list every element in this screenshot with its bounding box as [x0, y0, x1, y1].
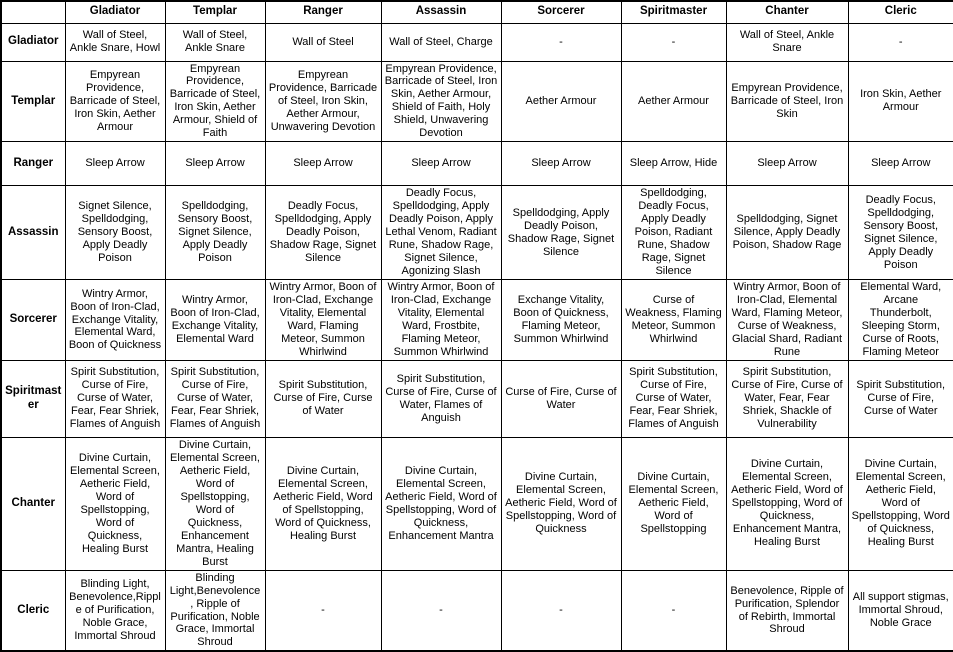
cell-assassin-vs-templar: Spelldodging, Sensory Boost, Signet Silence, Apply Deadly Poison: [165, 186, 265, 280]
cell-chanter-vs-templar: Divine Curtain, Elemental Screen, Aetheric Field, Word of Spellstopping, Word of Quickness, Enhancement Mantra, Healing Burst: [165, 437, 265, 570]
cell-chanter-vs-cleric: Divine Curtain, Elemental Screen, Aetheric Field, Word of Spellstopping, Word of Quickness, Healing Burst: [848, 437, 953, 570]
row-header-sorcerer: Sorcerer: [1, 280, 65, 361]
cell-assassin-vs-ranger: Deadly Focus, Spelldodging, Apply Deadly Poison, Shadow Rage, Signet Silence: [265, 186, 381, 280]
table-row: [1, 23, 953, 61]
row-header-cleric: Cleric: [1, 570, 65, 651]
cell-ranger-vs-spiritmaster: Sleep Arrow, Hide: [621, 142, 726, 186]
cell-assassin-vs-assassin: Deadly Focus, Spelldodging, Apply Deadly Poison, Apply Lethal Venom, Radiant Rune, Shadow Rage, Signet Silence, Agonizing Slash: [381, 186, 501, 280]
cell-assassin-vs-cleric: Deadly Focus, Spelldodging, Sensory Boost, Signet Silence, Apply Deadly Poison: [848, 186, 953, 280]
cell-ranger-vs-ranger: Sleep Arrow: [265, 142, 381, 186]
col-header-sorcerer: Sorcerer: [501, 1, 621, 23]
row-header-ranger: Ranger: [1, 142, 65, 186]
cell-templar-vs-assassin: Empyrean Providence, Barricade of Steel, Iron Skin, Aether Armour, Shield of Faith, Holy Shield, Unwavering Devotion: [381, 61, 501, 142]
cell-sorcerer-vs-gladiator: Wintry Armor, Boon of Iron-Clad, Exchange Vitality, Elemental Ward, Boon of Quickness: [65, 280, 165, 361]
cell-spiritmaster-vs-templar: Spirit Substitution, Curse of Fire, Curse of Water, Fear, Fear Shriek, Flames of Anguish: [165, 360, 265, 437]
cell-sorcerer-vs-cleric: Elemental Ward, Arcane Thunderbolt, Sleeping Storm, Curse of Roots, Flaming Meteor: [848, 280, 953, 361]
cell-ranger-vs-sorcerer: Sleep Arrow: [501, 142, 621, 186]
cell-sorcerer-vs-templar: Wintry Armor, Boon of Iron-Clad, Exchange Vitality, Elemental Ward: [165, 280, 265, 361]
table-row: [1, 570, 953, 651]
cell-ranger-vs-assassin: Sleep Arrow: [381, 142, 501, 186]
cell-cleric-vs-sorcerer: -: [501, 570, 621, 651]
cell-ranger-vs-templar: Sleep Arrow: [165, 142, 265, 186]
cell-spiritmaster-vs-sorcerer: Curse of Fire, Curse of Water: [501, 360, 621, 437]
row-header-spiritmaster: Spiritmaster: [1, 360, 65, 437]
cell-sorcerer-vs-assassin: Wintry Armor, Boon of Iron-Clad, Exchange Vitality, Elemental Ward, Frostbite, Flaming Meteor, Summon Whirlwind: [381, 280, 501, 361]
cell-templar-vs-chanter: Empyrean Providence, Barricade of Steel, Iron Skin: [726, 61, 848, 142]
cell-chanter-vs-sorcerer: Divine Curtain, Elemental Screen, Aetheric Field, Word of Spellstopping, Word of Quickness: [501, 437, 621, 570]
cell-ranger-vs-cleric: Sleep Arrow: [848, 142, 953, 186]
cell-chanter-vs-assassin: Divine Curtain, Elemental Screen, Aetheric Field, Word of Spellstopping, Word of Quickness, Enhancement Mantra: [381, 437, 501, 570]
col-header-spiritmaster: Spiritmaster: [621, 1, 726, 23]
cell-chanter-vs-spiritmaster: Divine Curtain, Elemental Screen, Aetheric Field, Word of Spellstopping: [621, 437, 726, 570]
cell-assassin-vs-spiritmaster: Spelldodging, Deadly Focus, Apply Deadly Poison, Radiant Rune, Shadow Rage, Signet Silence: [621, 186, 726, 280]
table-row: [1, 360, 953, 437]
cell-cleric-vs-assassin: -: [381, 570, 501, 651]
table-row: [1, 142, 953, 186]
cell-spiritmaster-vs-spiritmaster: Spirit Substitution, Curse of Fire, Curse of Water, Fear, Fear Shriek, Flames of Anguish: [621, 360, 726, 437]
col-header-cleric: Cleric: [848, 1, 953, 23]
row-header-gladiator: Gladiator: [1, 23, 65, 61]
col-header-chanter: Chanter: [726, 1, 848, 23]
cell-assassin-vs-chanter: Spelldodging, Signet Silence, Apply Deadly Poison, Shadow Rage: [726, 186, 848, 280]
cell-templar-vs-gladiator: Empyrean Providence, Barricade of Steel, Iron Skin, Aether Armour: [65, 61, 165, 142]
table-row: [1, 437, 953, 570]
cell-chanter-vs-gladiator: Divine Curtain, Elemental Screen, Aetheric Field, Word of Spellstopping, Word of Quickness, Healing Burst: [65, 437, 165, 570]
cell-spiritmaster-vs-gladiator: Spirit Substitution, Curse of Fire, Curse of Water, Fear, Fear Shriek, Flames of Anguish: [65, 360, 165, 437]
cell-cleric-vs-ranger: -: [265, 570, 381, 651]
cell-cleric-vs-spiritmaster: -: [621, 570, 726, 651]
cell-gladiator-vs-ranger: Wall of Steel: [265, 23, 381, 61]
table-row: [1, 61, 953, 142]
cell-gladiator-vs-templar: Wall of Steel, Ankle Snare: [165, 23, 265, 61]
cell-spiritmaster-vs-chanter: Spirit Substitution, Curse of Fire, Curse of Water, Fear, Fear Shriek, Shackle of Vulnerability: [726, 360, 848, 437]
cell-gladiator-vs-gladiator: Wall of Steel, Ankle Snare, Howl: [65, 23, 165, 61]
cell-ranger-vs-gladiator: Sleep Arrow: [65, 142, 165, 186]
corner-cell: [1, 1, 65, 23]
cell-sorcerer-vs-spiritmaster: Curse of Weakness, Flaming Meteor, Summon Whirlwind: [621, 280, 726, 361]
cell-templar-vs-cleric: Iron Skin, Aether Armour: [848, 61, 953, 142]
cell-chanter-vs-ranger: Divine Curtain, Elemental Screen, Aetheric Field, Word of Spellstopping, Word of Quickness, Healing Burst: [265, 437, 381, 570]
cell-gladiator-vs-spiritmaster: -: [621, 23, 726, 61]
cell-sorcerer-vs-ranger: Wintry Armor, Boon of Iron-Clad, Exchange Vitality, Elemental Ward, Flaming Meteor, Summon Whirlwind: [265, 280, 381, 361]
cell-templar-vs-templar: Empyrean Providence, Barricade of Steel, Iron Skin, Aether Armour, Shield of Faith: [165, 61, 265, 142]
cell-templar-vs-sorcerer: Aether Armour: [501, 61, 621, 142]
cell-spiritmaster-vs-cleric: Spirit Substitution, Curse of Fire, Curse of Water: [848, 360, 953, 437]
cell-sorcerer-vs-chanter: Wintry Armor, Boon of Iron-Clad, Elemental Ward, Flaming Meteor, Curse of Weakness, Glacial Shard, Radiant Rune: [726, 280, 848, 361]
col-header-assassin: Assassin: [381, 1, 501, 23]
cell-sorcerer-vs-sorcerer: Exchange Vitality, Boon of Quickness, Flaming Meteor, Summon Whirlwind: [501, 280, 621, 361]
cell-cleric-vs-templar: Blinding Light,Benevolence, Ripple of Purification, Noble Grace, Immortal Shroud: [165, 570, 265, 651]
col-header-gladiator: Gladiator: [65, 1, 165, 23]
col-header-ranger: Ranger: [265, 1, 381, 23]
col-header-templar: Templar: [165, 1, 265, 23]
cell-cleric-vs-cleric: All support stigmas, Immortal Shroud, Noble Grace: [848, 570, 953, 651]
cell-assassin-vs-sorcerer: Spelldodging, Apply Deadly Poison, Shadow Rage, Signet Silence: [501, 186, 621, 280]
cell-assassin-vs-gladiator: Signet Silence, Spelldodging, Sensory Boost, Apply Deadly Poison: [65, 186, 165, 280]
row-header-assassin: Assassin: [1, 186, 65, 280]
cell-templar-vs-ranger: Empyrean Providence, Barricade of Steel, Iron Skin, Aether Armour, Unwavering Devotion: [265, 61, 381, 142]
cell-ranger-vs-chanter: Sleep Arrow: [726, 142, 848, 186]
cell-templar-vs-spiritmaster: Aether Armour: [621, 61, 726, 142]
table-row: [1, 280, 953, 361]
row-header-chanter: Chanter: [1, 437, 65, 570]
cell-cleric-vs-chanter: Benevolence, Ripple of Purification, Splendor of Rebirth, Immortal Shroud: [726, 570, 848, 651]
row-header-templar: Templar: [1, 61, 65, 142]
cell-gladiator-vs-sorcerer: -: [501, 23, 621, 61]
cell-gladiator-vs-cleric: -: [848, 23, 953, 61]
cell-spiritmaster-vs-ranger: Spirit Substitution, Curse of Fire, Curse of Water: [265, 360, 381, 437]
cell-cleric-vs-gladiator: Blinding Light, Benevolence,Ripple of Purification, Noble Grace, Immortal Shroud: [65, 570, 165, 651]
cell-gladiator-vs-chanter: Wall of Steel, Ankle Snare: [726, 23, 848, 61]
table-row: [1, 186, 953, 280]
cell-chanter-vs-chanter: Divine Curtain, Elemental Screen, Aetheric Field, Word of Spellstopping, Word of Quickness, Enhancement Mantra, Healing Burst: [726, 437, 848, 570]
cell-spiritmaster-vs-assassin: Spirit Substitution, Curse of Fire, Curse of Water, Flames of Anguish: [381, 360, 501, 437]
cell-gladiator-vs-assassin: Wall of Steel, Charge: [381, 23, 501, 61]
